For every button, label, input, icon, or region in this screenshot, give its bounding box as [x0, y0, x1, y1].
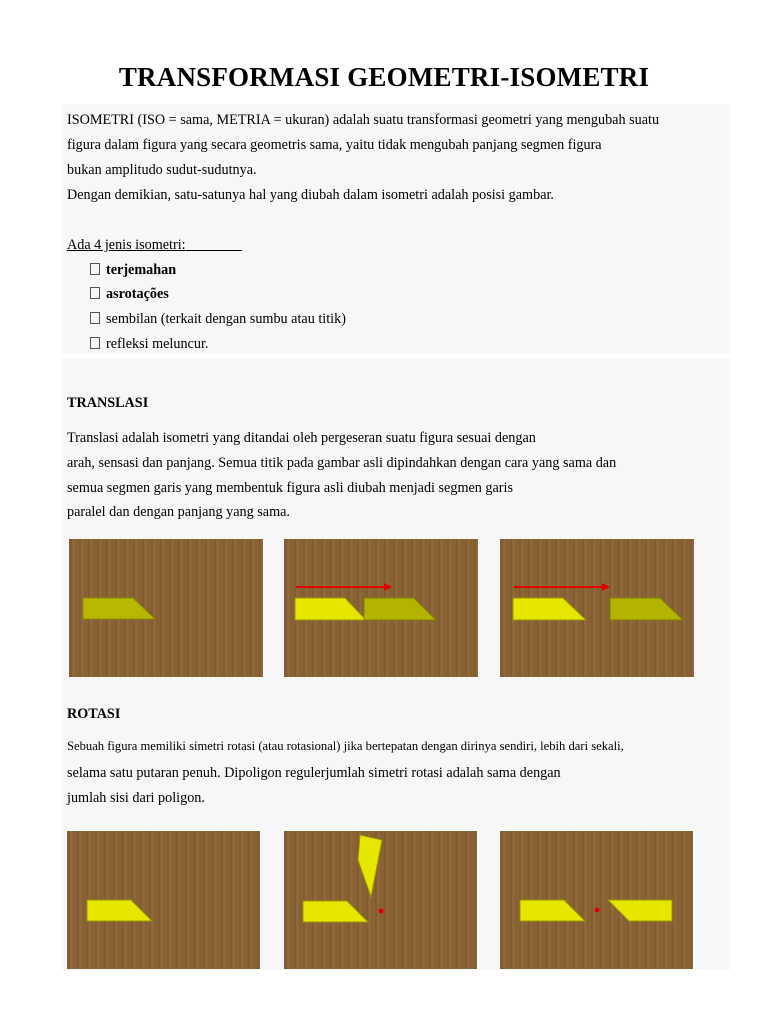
translasi-line-1: Translasi adalah isometri yang ditandai oleh pergeseran suatu figura sesuai dengan: [67, 430, 536, 446]
trapezoid-shape: [83, 598, 155, 619]
intro-line-4: Dengan demikian, satu-satunya hal yang diubah dalam isometri adalah posisi gambar.: [67, 187, 554, 203]
translation-image-2: [284, 539, 478, 677]
types-heading: Ada 4 jenis isometri:: [67, 237, 242, 254]
arrow-head: [602, 583, 610, 591]
intro-line-1: ISOMETRI (ISO = sama, METRIA = ukuran) adalah suatu transformasi geometri yang mengubah suatu: [67, 112, 660, 128]
rotation-center-dot: [379, 909, 384, 914]
page-title: TRANSFORMASI GEOMETRI-ISOMETRI: [118, 62, 650, 92]
rotasi-heading: ROTASI: [67, 706, 121, 722]
translation-image-3: [500, 539, 694, 677]
rotation-image-2: [284, 831, 477, 969]
rotasi-line-2: selama satu putaran penuh. Dipoligon regulerjumlah simetri rotasi adalah sama dengan: [67, 765, 561, 781]
translasi-heading: TRANSLASI: [67, 395, 149, 411]
rotation-image-1: [67, 831, 260, 969]
rotation-center-dot: [595, 908, 600, 913]
type-item-3: sembilan (terkait dengan sumbu atau titik): [90, 311, 346, 328]
trapezoid-moved: [364, 598, 436, 620]
translation-image-1: [69, 539, 263, 677]
translasi-line-3: semua segmen garis yang membentuk figura asli diubah menjadi segmen garis: [67, 480, 513, 496]
intro-line-3: bukan amplitudo sudut-sudutnya.: [67, 162, 257, 178]
trapezoid-original: [520, 900, 585, 921]
trapezoid-original: [513, 598, 586, 620]
translasi-line-2: arah, sensasi dan panjang. Semua titik pada gambar asli dipindahkan dengan cara yang sama dan: [67, 455, 617, 471]
trapezoid-moved: [610, 598, 683, 620]
trapezoid-original: [295, 598, 366, 620]
trapezoid-rotated: [358, 835, 382, 897]
translasi-line-4: paralel dan dengan panjang yang sama.: [67, 504, 290, 520]
type-item-4: refleksi meluncur.: [90, 336, 208, 353]
trapezoid-shape: [87, 900, 152, 921]
trapezoid-rotated: [608, 900, 672, 921]
type-item-1: terjemahan: [90, 262, 176, 279]
rotasi-line-3: jumlah sisi dari poligon.: [67, 790, 205, 806]
rotasi-line-1: Sebuah figura memiliki simetri rotasi (atau rotasional) jika bertepatan dengan dirinya sendiri, lebih dari sekali,: [67, 739, 624, 753]
trapezoid-original: [303, 901, 368, 922]
rotation-image-3: [500, 831, 693, 969]
arrow-head: [384, 583, 392, 591]
intro-line-2: figura dalam figura yang secara geometris sama, yaitu tidak mengubah panjang segmen figura: [67, 137, 602, 153]
type-item-2: asrotações: [90, 286, 169, 303]
